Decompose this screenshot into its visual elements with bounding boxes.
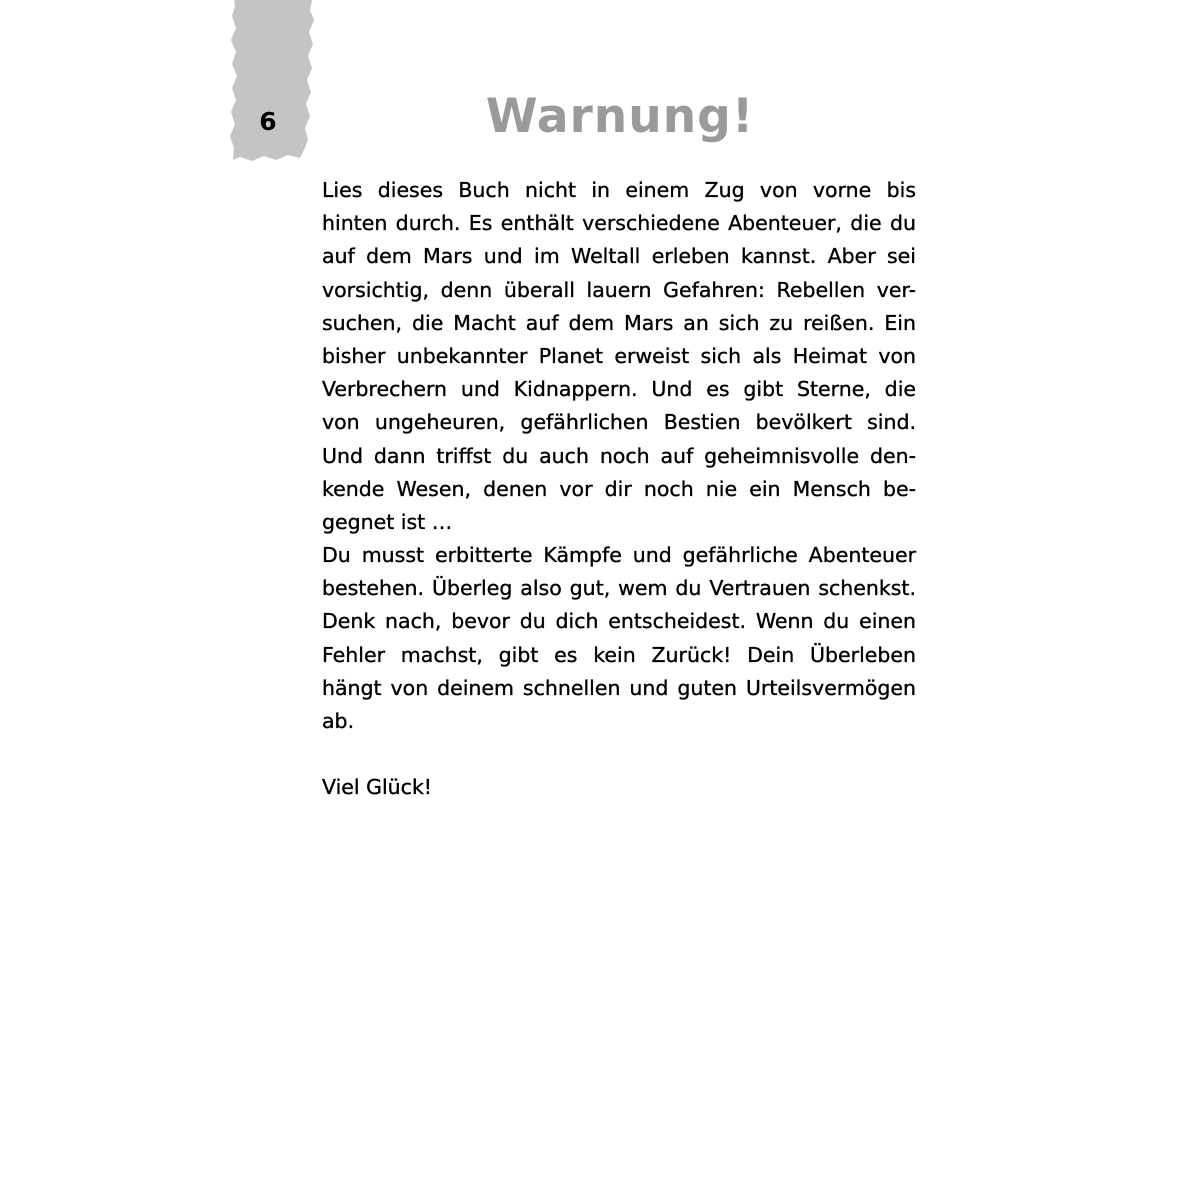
text-line: hinten durch. Es enthält verschiedene Abenteuer, die du (322, 211, 916, 236)
text-line: Und dann triffst du auch noch auf geheimnisvolle den- (322, 443, 916, 468)
body-text (322, 174, 916, 805)
text-line: bestehen. Überleg also gut, wem du Vertrauen schenkst. (322, 576, 916, 601)
text-line: hängt von deinem schnellen und guten Urteilsvermögen (322, 675, 916, 700)
text-line: kende Wesen, denen vor dir noch nie ein Mensch be- (322, 476, 916, 501)
text-line: vorsichtig, denn überall lauern Gefahren: Rebellen ver- (322, 277, 916, 302)
page-title: Warnung! (485, 89, 755, 144)
text-line: bisher unbekannter Planet erweist sich als Heimat von (322, 343, 916, 368)
page-number: 6 (259, 107, 277, 136)
blank-line (322, 738, 916, 771)
text-line: von ungeheuren, gefährlichen Bestien bevölkert sind. (322, 410, 916, 435)
text-line: gegnet ist … (322, 509, 453, 534)
closing-line: Viel Glück! (322, 775, 433, 800)
text-line: Denk nach, bevor du dich entscheidest. Wenn du einen (322, 609, 916, 634)
text-line: Du musst erbitterte Kämpfe und gefährliche Abenteuer (322, 543, 916, 568)
text-line: suchen, die Macht auf dem Mars an sich zu reißen. Ein (322, 310, 916, 335)
text-line: Lies dieses Buch nicht in einem Zug von vorne bis (322, 178, 916, 202)
text-line: auf dem Mars und im Weltall erleben kannst. Aber sei (322, 244, 916, 269)
text-line: Fehler machst, gibt es kein Zurück! Dein Überleben (322, 642, 916, 667)
text-line: ab. (322, 709, 355, 733)
text-line: Verbrechern und Kidnappern. Und es gibt Sterne, die (322, 377, 916, 402)
